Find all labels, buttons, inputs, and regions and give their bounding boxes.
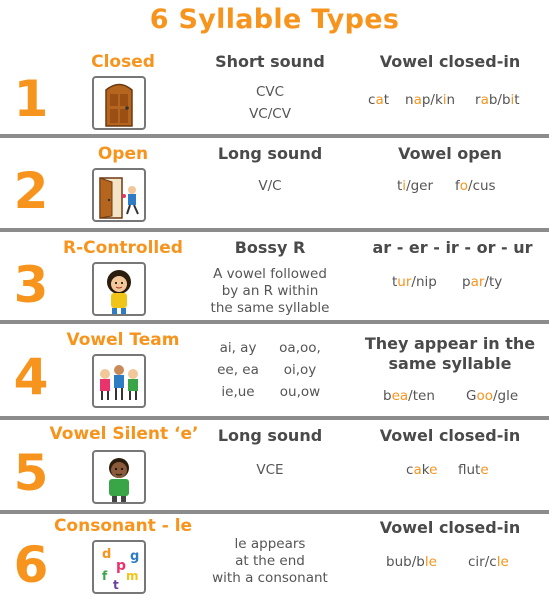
syllable-row-consonant-le (0, 514, 549, 600)
row-number: 5 (13, 444, 49, 502)
syllable-row-open (0, 138, 549, 228)
letter-m: m (126, 569, 139, 583)
sound-line: A vowel followed (213, 266, 327, 282)
page-title: 6 Syllable Types (149, 4, 400, 35)
vowel-team-list: oa,oo, (279, 340, 321, 356)
example-word: Goo/gle (466, 388, 519, 404)
syllable-row-r-controlled (0, 232, 549, 320)
letters-icon (92, 540, 146, 594)
door-closed-icon (92, 76, 146, 130)
girl-icon (92, 262, 146, 316)
sound-line: by an R within (221, 283, 319, 299)
team-icon (92, 354, 146, 408)
letter-t: t (113, 578, 119, 592)
syllable-row-vowel-silent-e (0, 420, 549, 510)
row-number: 4 (13, 348, 49, 406)
letter-g: g (130, 549, 140, 564)
vowel-heading: Vowel closed-in (379, 426, 521, 445)
vowel-team-list: ou,ow (279, 384, 321, 400)
example-word: par/ty (462, 274, 503, 290)
example-word: flute (458, 462, 489, 478)
row-number: 2 (13, 162, 49, 220)
vowel-team-list: ee, ea (217, 362, 259, 378)
syllable-type-name: Vowel Silent ‘e’ (49, 424, 199, 444)
sound-heading: Bossy R (234, 238, 306, 257)
syllable-row-closed (0, 46, 549, 134)
letter-p: p (116, 558, 127, 574)
sound-line: VC/CV (249, 106, 291, 122)
syllable-type-name: Consonant - le (53, 516, 193, 536)
vowel-team-list: oi,oy (283, 362, 317, 378)
vowel-heading: Vowel open (398, 144, 502, 163)
sound-line: the same syllable (210, 300, 330, 316)
example-word: cat (368, 92, 390, 108)
sound-line: le appears (234, 536, 306, 552)
door-open-icon (92, 168, 146, 222)
row-number: 6 (13, 536, 49, 594)
example-word: fo/cus (455, 178, 496, 194)
example-word: cir/cle (468, 554, 509, 570)
example-word: rab/bit (475, 92, 520, 108)
vowel-heading: They appear in the (364, 334, 536, 353)
row-number: 1 (13, 70, 49, 128)
letter-d: d (102, 547, 112, 562)
sound-line: at the end (235, 553, 305, 569)
vowel-heading: Vowel closed-in (379, 52, 521, 71)
example-word: bea/ten (383, 388, 435, 404)
vowel-team-list: ie,ue (221, 384, 255, 400)
sound-line: with a consonant (212, 570, 328, 586)
syllable-type-name: Vowel Team (66, 330, 180, 350)
sound-line: V/C (258, 178, 282, 194)
vowel-heading: ar - er - ir - or - ur (372, 238, 533, 257)
vowel-heading: same syllable (388, 354, 512, 373)
row-number: 3 (13, 256, 49, 314)
sound-heading: Long sound (217, 426, 323, 445)
example-word: ti/ger (397, 178, 434, 194)
vowel-team-list: ai, ay (219, 340, 257, 356)
syllable-type-name: Open (97, 144, 149, 164)
boy-icon (92, 450, 146, 504)
example-word: tur/nip (392, 274, 437, 290)
syllable-type-name: R-Controlled (63, 238, 183, 258)
sound-heading: Short sound (215, 52, 325, 71)
letter-f: f (102, 569, 108, 583)
sound-line: VCE (256, 462, 284, 478)
sound-heading: Long sound (217, 144, 323, 163)
syllable-type-name: Closed (91, 52, 155, 72)
example-word: nap/kin (405, 92, 456, 108)
sound-line: CVC (255, 84, 285, 100)
vowel-heading: Vowel closed-in (379, 518, 521, 537)
example-word: bub/ble (386, 554, 437, 570)
example-word: cake (406, 462, 438, 478)
syllable-row-vowel-team (0, 324, 549, 416)
